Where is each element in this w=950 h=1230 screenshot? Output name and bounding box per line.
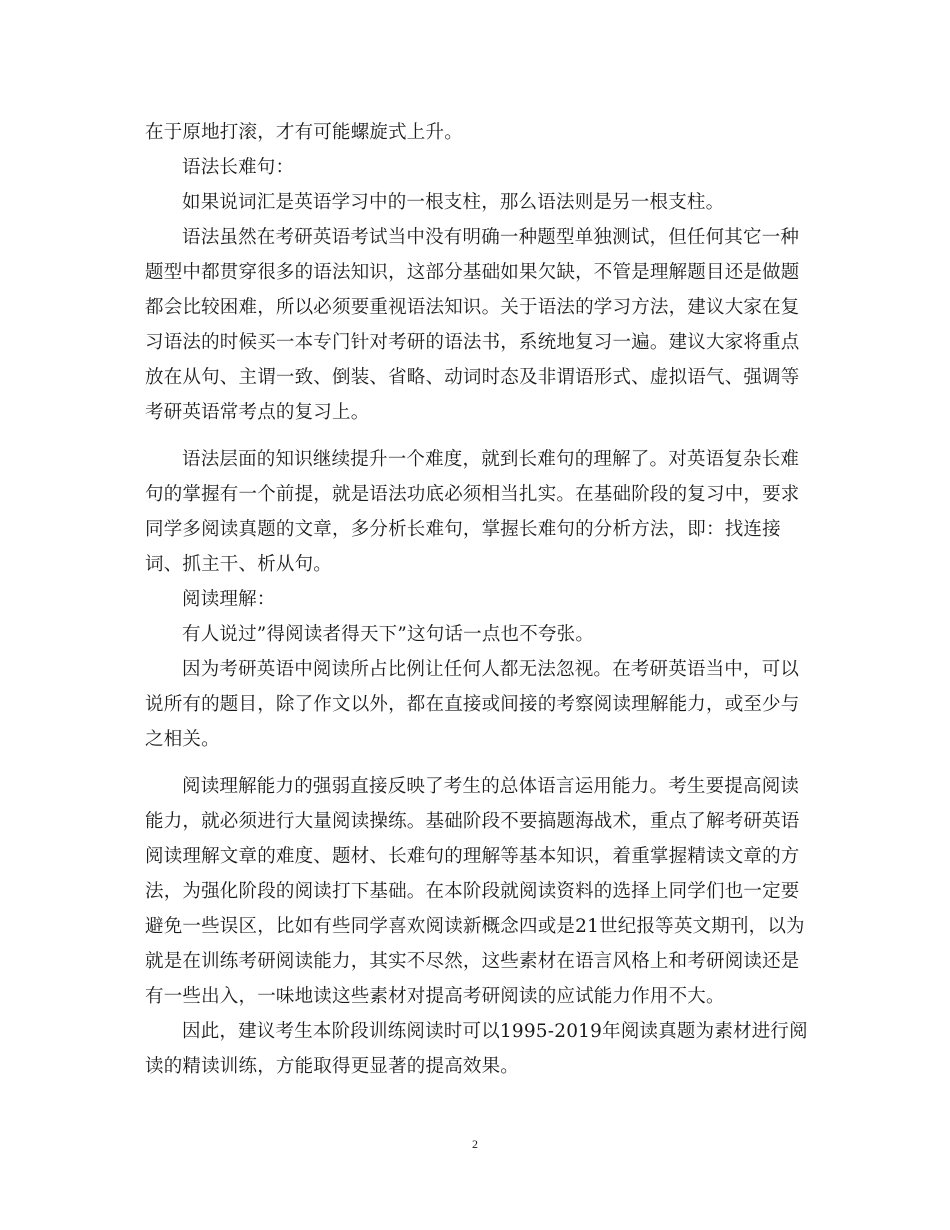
section-heading-reading: 阅读理解： — [182, 589, 276, 610]
body-text-line: 语法虽然在考研英语考试当中没有明确一种题型单独测试，但任何其它一种 — [182, 227, 800, 248]
body-text-line: 之相关。 — [145, 729, 220, 750]
body-text-line: 有一些出入，一味地读这些素材对提高考研阅读的应试能力作用不大。 — [145, 986, 725, 1007]
body-text-line: 考研英语常考点的复习上。 — [145, 402, 370, 423]
body-text-line: 如果说词汇是英语学习中的一根支柱，那么语法则是另一根支柱。 — [182, 192, 725, 213]
body-text-line: 同学多阅读真题的文章，多分析长难句，掌握长难句的分析方法，即：找连接 — [145, 519, 781, 540]
body-text-line: 语法层面的知识继续提升一个难度，就到长难句的理解了。对英语复杂长难 — [182, 449, 800, 470]
section-heading-grammar: 语法长难句： — [182, 157, 295, 178]
body-text-line: 避免一些误区，比如有些同学喜欢阅读新概念四或是21世纪报等英文期刊，以为 — [145, 916, 805, 937]
body-text-line: 就是在训练考研阅读能力，其实不尽然，这些素材在语言风格上和考研阅读还是 — [145, 951, 800, 972]
body-text-line: 有人说过”得阅读者得天下”这句话一点也不夸张。 — [182, 624, 595, 645]
body-text-line: 能力，就必须进行大量阅读操练。基础阶段不要搞题海战术，重点了解考研英语 — [145, 811, 800, 832]
body-text-line: 都会比较困难，所以必须要重视语法知识。关于语法的学习方法，建议大家在复 — [145, 297, 800, 318]
body-text-line: 习语法的时候买一本专门针对考研的语法书，系统地复习一遍。建议大家将重点 — [145, 332, 800, 353]
body-text-line: 题型中都贯穿很多的语法知识，这部分基础如果欠缺，不管是理解题目还是做题 — [145, 262, 800, 283]
body-text-line: 法，为强化阶段的阅读打下基础。在本阶段就阅读资料的选择上同学们也一定要 — [145, 881, 800, 902]
body-text-line: 说所有的题目，除了作文以外，都在直接或间接的考察阅读理解能力，或至少与 — [145, 694, 800, 715]
body-text-line: 因为考研英语中阅读所占比例让任何人都无法忽视。在考研英语当中，可以 — [182, 659, 800, 680]
body-text-line: 阅读理解能力的强弱直接反映了考生的总体语言运用能力。考生要提高阅读 — [182, 776, 800, 797]
page-number: 2 — [472, 1137, 478, 1151]
body-text-line: 读的精读训练，方能取得更显著的提高效果。 — [145, 1056, 520, 1077]
body-text-line: 放在从句、主谓一致、倒装、省略、动词时态及非谓语形式、虚拟语气、强调等 — [145, 367, 800, 388]
body-text-line: 词、抓主干、析从句。 — [145, 554, 333, 575]
body-text-line: 阅读理解文章的难度、题材、长难句的理解等基本知识，着重掌握精读文章的方 — [145, 846, 800, 867]
body-text-line: 句的掌握有一个前提，就是语法功底必须相当扎实。在基础阶段的复习中，要求 — [145, 484, 800, 505]
body-text-line: 因此，建议考生本阶段训练阅读时可以1995-2019年阅读真题为素材进行阅 — [182, 1021, 808, 1042]
body-text-line: 在于原地打滚，才有可能螺旋式上升。 — [145, 122, 463, 143]
